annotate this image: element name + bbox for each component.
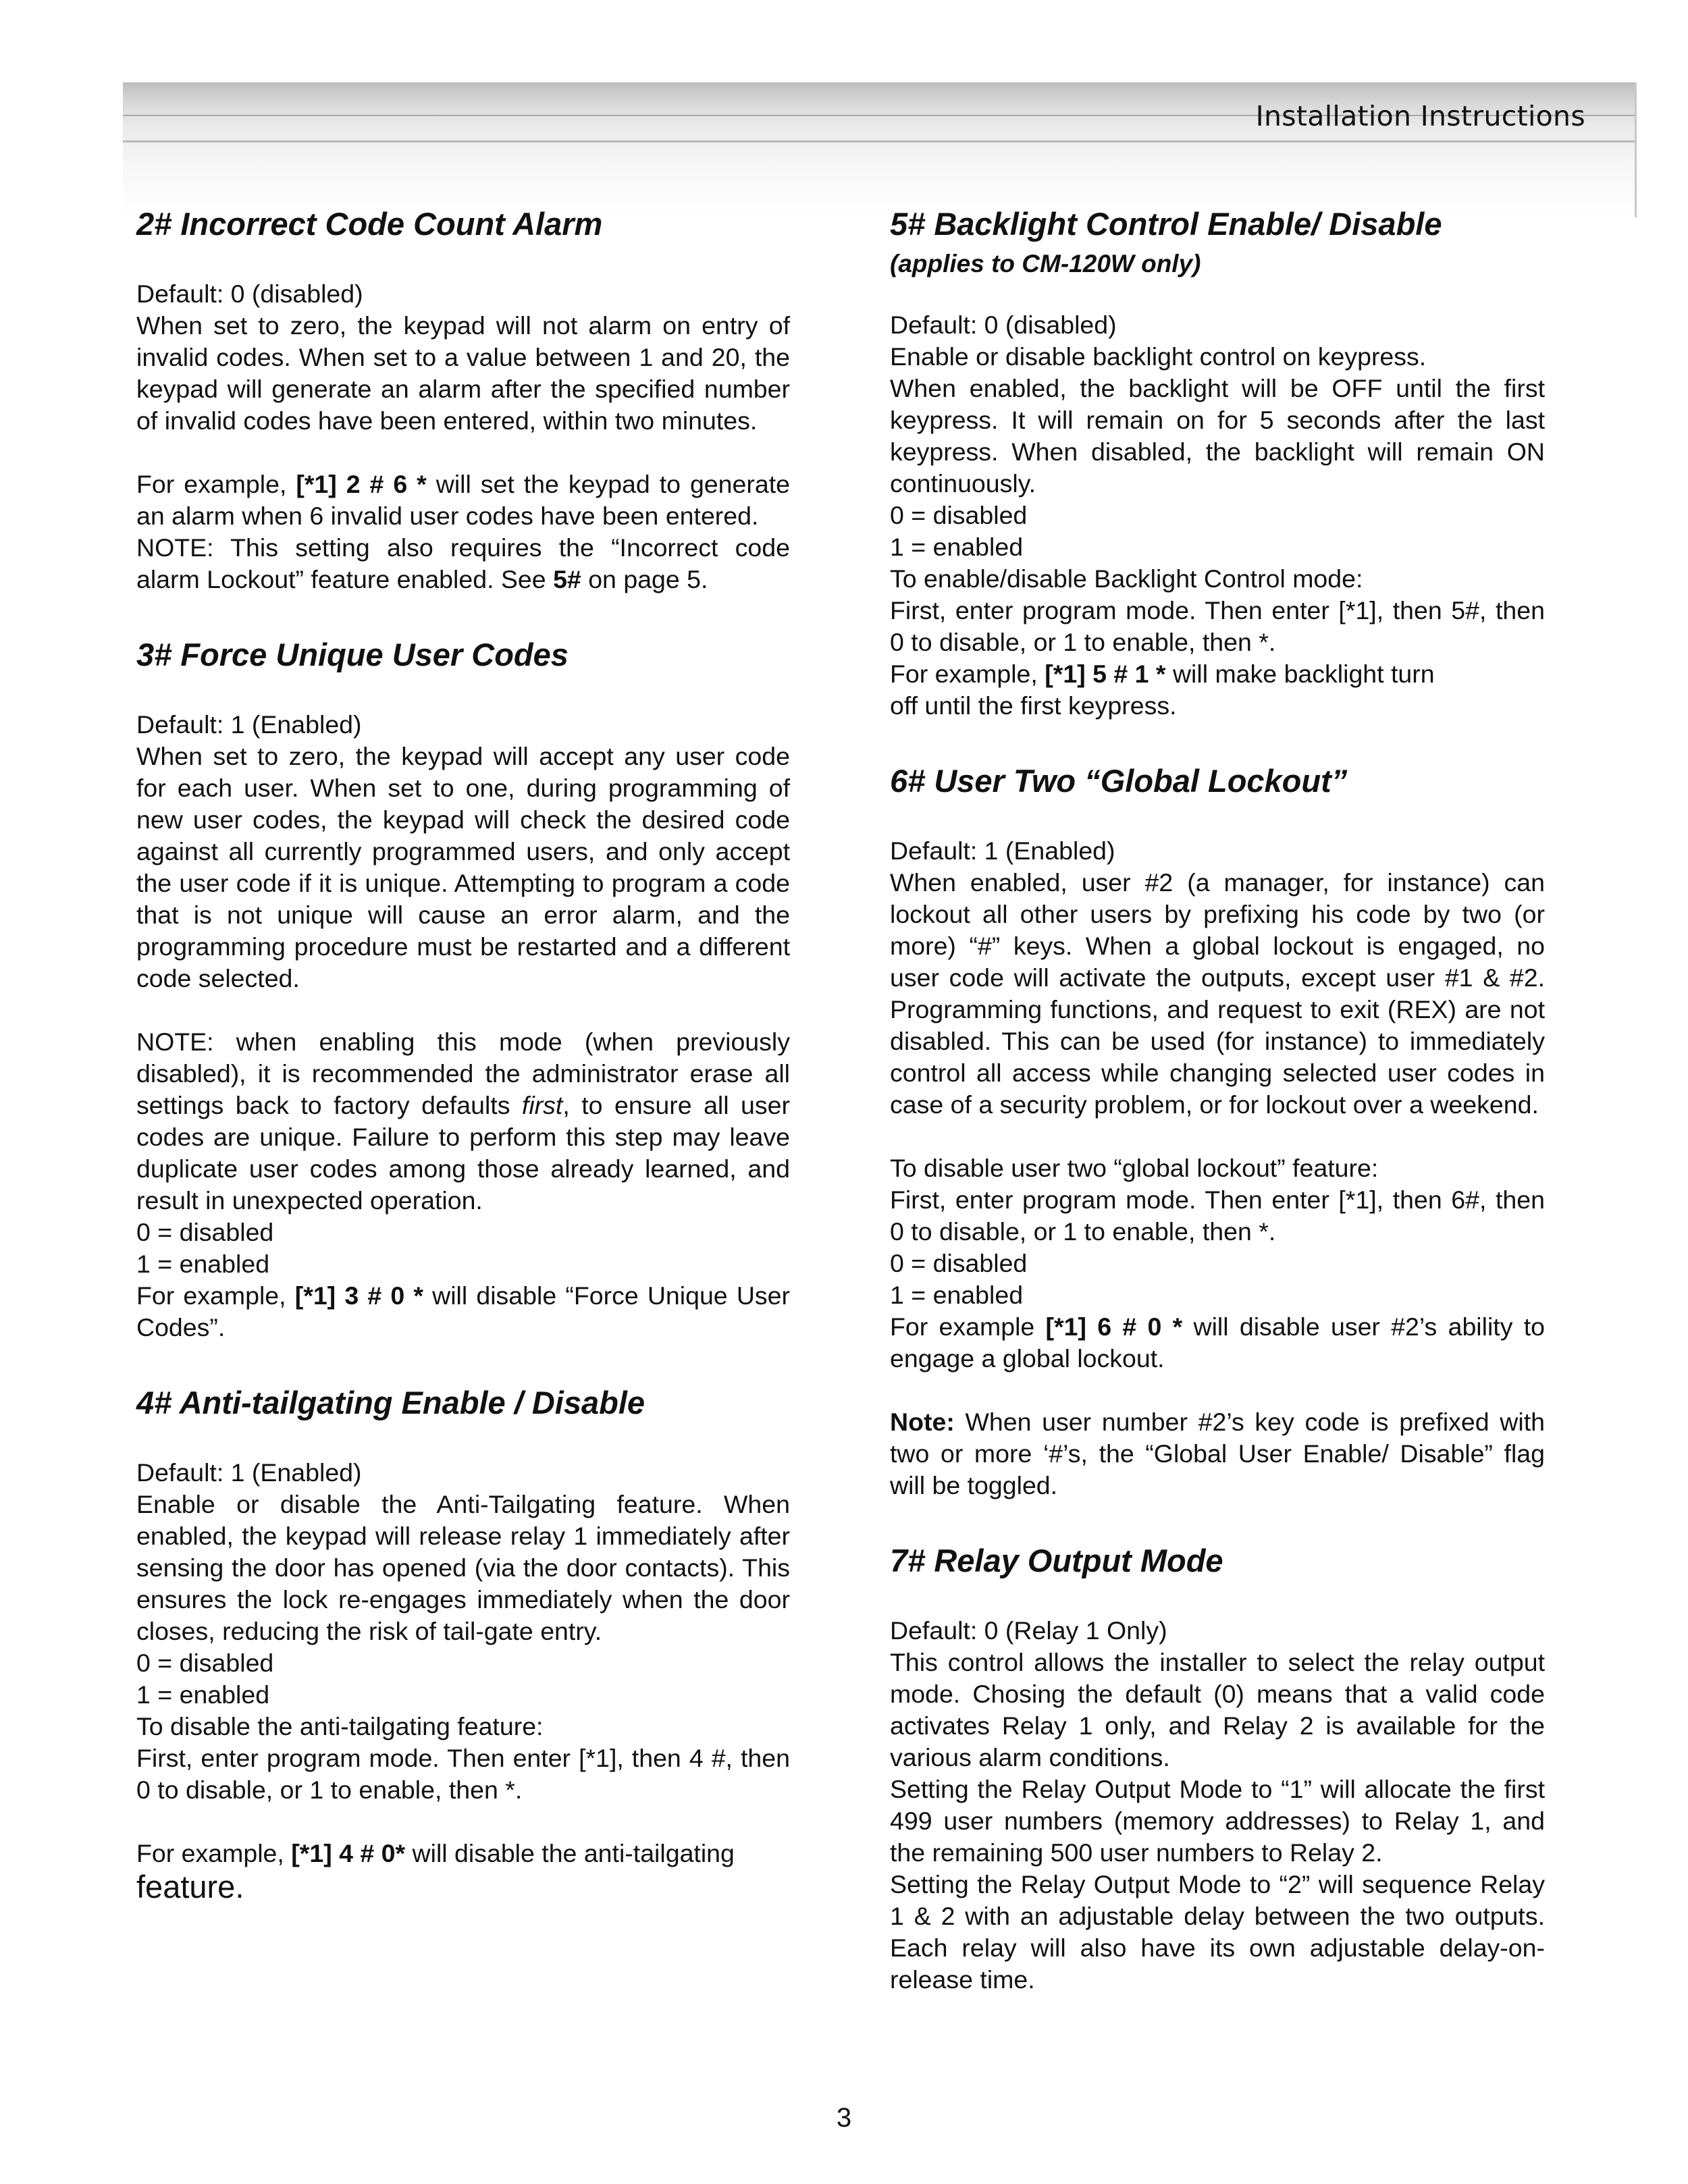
mode-2-description: Setting the Relay Output Mode to “2” will sequence Relay 1 & 2 with an adjustable delay between the two outputs. Each relay will also have its own adjustable delay-on-release time. [890,1870,1545,1994]
section-6-global-lockout [890,757,1545,1501]
example-tail: feature. [136,1869,244,1905]
section-description: Enable or disable backlight control on keypress. [890,342,1427,371]
section-4-anti-tailgating [136,1379,790,1905]
section-title: 4# Anti-tailgating Enable / Disable [136,1385,645,1420]
option-disabled: 0 = disabled [890,501,1028,529]
section-2-incorrect-code-count-alarm [136,200,790,595]
left-column [136,200,790,1905]
example-code: [*1] 4 # 0* [291,1839,406,1867]
example-text: For example, [*1] 4 # 0* will disable the anti-tailgating [136,1839,735,1867]
note-label: Note: [890,1408,955,1436]
example-code: [*1] 3 # 0 * [294,1281,423,1310]
section-title: 5# Backlight Control Enable/ Disable [890,206,1442,242]
right-column [890,200,1545,1996]
example-code: [*1] 6 # 0 * [1045,1312,1183,1341]
note-text: Note: When user number #2’s key code is prefixed with two or more ‘#’s, the “Global User Enable/ Disable” flag will be toggled. [890,1408,1545,1499]
option-disabled: 0 = disabled [136,1649,274,1677]
option-enabled: 1 = enabled [136,1250,270,1278]
howto-heading: To disable user two “global lockout” feature: [890,1154,1379,1182]
section-description: When enabled, user #2 (a manager, for instance) can lockout all other users by prefixing his code by two (or more) “#” keys. When a global lockout is engaged, no user code will activate the outputs, except user #1 & #2. Programming functions, and request to exit (REX) are not disabled. This can be used (for instance) to immediately control all access while changing selected user codes in case of a security problem, or for lockout over a weekend. [890,868,1545,1119]
header-rule-lower [123,140,1637,142]
section-description: Enable or disable the Anti-Tailgating feature. When enabled, the keypad will release relay 1 immediately after sensing the door has opened (via the door contacts). This ensures the lock re-engages immediately when the door closes, reducing the risk of tail-gate entry. [136,1490,790,1645]
example-text: For example, [*1] 5 # 1 * will make backlight turn [890,660,1435,688]
section-description: When set to zero, the keypad will accept any user code for each user. When set to one, during programming of new user codes, the keypad will check the desired code against all currently programmed users, and only accept the user code if it is unique. Attempting to program a code that is not unique will cause an error alarm, and the programming procedure must be restarted and a different code selected. [136,742,790,992]
header-band [123,82,1637,217]
example-text: For example, [*1] 2 # 6 * will set the keypad to generate an alarm when 6 invalid user codes have been entered. [136,470,790,530]
default-value: Default: 1 (Enabled) [890,836,1115,865]
section-3-force-unique-user-codes [136,631,790,1343]
default-value: Default: 0 (disabled) [136,279,363,308]
mode-1-description: Setting the Relay Output Mode to “1” will allocate the first 499 user numbers (memory addresses) to Relay 1, and the remaining 500 user numbers to Relay 2. [890,1775,1545,1867]
example-tail: off until the first keypress. [890,691,1177,720]
example-code: [*1] 2 # 6 * [296,470,427,498]
header-title: Installation Instructions [1255,100,1585,132]
option-disabled: 0 = disabled [136,1218,274,1246]
section-description: This control allows the installer to select the relay output mode. Chosing the default (0) means that a valid code activates Relay 1 only, and Relay 2 is available for the various alarm conditions. [890,1648,1545,1772]
howto-heading: To enable/disable Backlight Control mode: [890,564,1363,593]
section-title: 3# Force Unique User Codes [136,637,569,672]
steps-text: First, enter program mode. Then enter [*1], then 6#, then 0 to disable, or 1 to enable, then *. [890,1186,1545,1246]
note-text: NOTE: This setting also requires the “Incorrect code alarm Lockout” feature enabled. See 5# on page 5. [136,533,790,593]
section-7-relay-output-mode [890,1537,1545,1996]
default-value: Default: 1 (Enabled) [136,710,362,739]
section-description-detail: When enabled, the backlight will be OFF until the first keypress. It will remain on for 5 seconds after the last keypress. When disabled, the backlight will remain ON continuously. [890,374,1545,498]
option-enabled: 1 = enabled [890,1281,1024,1309]
section-subtitle: (applies to CM-120W only) [890,250,1201,277]
page-number: 3 [836,2103,852,2133]
steps-text: First, enter program mode. Then enter [*1], then 5#, then 0 to disable, or 1 to enable, then *. [890,596,1545,656]
option-enabled: 1 = enabled [890,533,1024,561]
default-value: Default: 0 (Relay 1 Only) [890,1616,1167,1645]
section-description: When set to zero, the keypad will not alarm on entry of invalid codes. When set to a value between 1 and 20, the keypad will generate an alarm after the specified number of invalid codes have been entered, within two minutes. [136,311,790,435]
section-5-backlight-control [890,200,1545,722]
default-value: Default: 1 (Enabled) [136,1458,362,1487]
steps-text: First, enter program mode. Then enter [*1], then 4 #, then 0 to disable, or 1 to enable, then *. [136,1744,790,1804]
section-title: 7# Relay Output Mode [890,1543,1223,1578]
example-text: For example [*1] 6 # 0 * will disable user #2’s ability to engage a global lockout. [890,1312,1546,1373]
option-enabled: 1 = enabled [136,1680,270,1709]
example-text: For example, [*1] 3 # 0 * will disable “Force Unique User Codes”. [136,1281,790,1341]
howto-heading: To disable the anti-tailgating feature: [136,1712,544,1740]
default-value: Default: 0 (disabled) [890,311,1117,339]
header-edge [1635,82,1637,217]
option-disabled: 0 = disabled [890,1249,1028,1277]
note-text: NOTE: when enabling this mode (when previously disabled), it is recommended the administrator erase all settings back to factory defaults first, to ensure all user codes are unique. Failure to perform this step may leave duplicate user codes among those already learned, and result in unexpected operation. [136,1028,791,1215]
section-title: 2# Incorrect Code Count Alarm [136,206,603,242]
example-code: [*1] 5 # 1 * [1045,660,1166,688]
section-title: 6# User Two “Global Lockout” [890,763,1348,799]
note-reference: 5# [553,565,581,593]
